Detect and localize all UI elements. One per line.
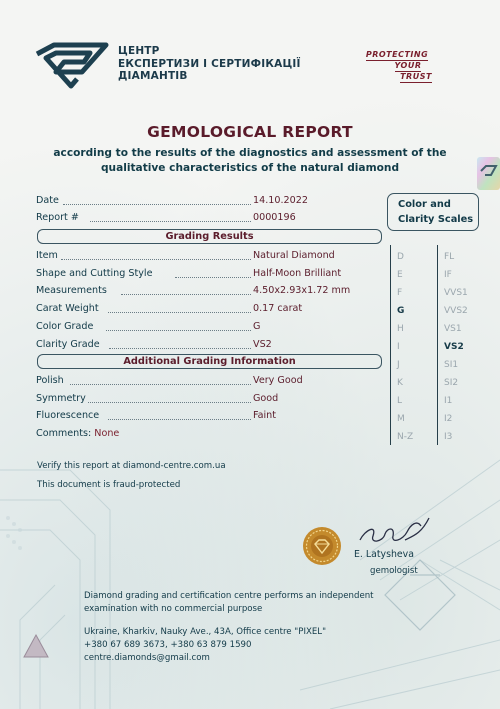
clarity-scale-grade-fl: FL <box>444 252 455 262</box>
hologram-sticker-icon <box>477 157 500 190</box>
shape-row <box>36 267 366 281</box>
clarity-scale-grade-i3: I3 <box>444 432 453 442</box>
dotted-leader <box>106 320 251 331</box>
color-scale-grade-i: I <box>397 342 400 352</box>
subtitle-line-1: according to the results of the diagnostics and assessment of the <box>53 147 447 159</box>
footer-email: centre.diamonds@gmail.com <box>84 653 210 663</box>
scales-heading-box <box>387 193 479 231</box>
comments-label: Comments: <box>36 428 92 439</box>
color-scale-grade-h: H <box>397 324 404 334</box>
triangle-decoration-icon <box>22 633 50 659</box>
color-scale-grade-g: G <box>397 306 405 316</box>
carat-label: Carat Weight <box>36 303 99 314</box>
dotted-leader <box>109 338 251 349</box>
organization-name <box>118 45 301 83</box>
measurements-value: 4.50x2.93x1.72 mm <box>253 285 351 296</box>
shape-value: Half-Moon Brilliant <box>253 268 342 279</box>
carat-row <box>36 302 366 316</box>
dotted-leader <box>108 409 251 420</box>
clarity-grade-value: VS2 <box>253 339 272 350</box>
color-scale-grade-l: L <box>397 396 403 406</box>
color-scale-grade-j: J <box>397 360 400 370</box>
dotted-leader <box>70 374 251 385</box>
footer-line-1: Diamond grading and certification centre performs an independent <box>84 591 374 601</box>
clarity-scale-grade-i1: I1 <box>444 396 453 406</box>
polish-row <box>36 374 366 388</box>
tagline-line-1: PROTECTING <box>365 50 429 59</box>
tagline-line-2: YOUR <box>394 61 422 70</box>
date-value: 14.10.2022 <box>253 195 308 206</box>
org-line-1: ЦЕНТР <box>118 45 160 57</box>
clarity-grade-row <box>36 338 366 352</box>
symmetry-value: Good <box>253 393 279 404</box>
clarity-scale-grade-vs1: VS1 <box>444 324 462 334</box>
grading-results-heading: Grading Results <box>37 229 382 244</box>
dotted-leader <box>88 392 251 403</box>
comments-value: None <box>94 428 120 439</box>
shape-label: Shape and Cutting Style <box>36 268 153 279</box>
comments-wrapper <box>36 427 119 441</box>
date-label: Date <box>36 195 59 206</box>
signatory-name: E. Latysheva <box>354 549 414 560</box>
color-scale-grade-n-z: N-Z <box>397 432 414 442</box>
footer-line-2: examination with no commercial purpose <box>84 604 263 614</box>
item-label: Item <box>36 250 58 261</box>
diamond-logo-icon <box>34 42 112 92</box>
fraud-protected-text: This document is fraud-protected <box>37 480 181 490</box>
footer-phones: +380 67 689 3673, +380 63 879 1590 <box>84 640 252 650</box>
scales-heading-line-2: Clarity Scales <box>398 214 474 225</box>
verify-text: Verify this report at diamond-centre.com.ua <box>37 461 226 471</box>
item-row <box>36 249 366 263</box>
footer-address: Ukraine, Kharkiv, Nauky Ave., 43A, Office centre "PIXEL" <box>84 627 327 637</box>
subtitle-line-2: qualitative characteristics of the natural diamond <box>100 162 400 174</box>
color-scale-grade-m: M <box>397 414 405 424</box>
color-grade-row <box>36 320 366 334</box>
gold-seal-icon <box>302 526 342 566</box>
polish-label: Polish <box>36 375 64 386</box>
fluorescence-label: Fluorescence <box>36 410 100 421</box>
color-scale-grade-k: K <box>397 378 403 388</box>
report-number-value: 0000196 <box>253 212 296 223</box>
clarity-scale-grade-vvs1: VVS1 <box>444 288 468 298</box>
report-title: GEMOLOGICAL REPORT <box>147 123 353 141</box>
item-value: Natural Diamond <box>253 250 335 261</box>
dotted-leader <box>61 249 251 260</box>
dotted-leader <box>63 194 251 205</box>
clarity-scale-divider <box>437 245 438 445</box>
org-line-3: ДІАМАНТІВ <box>118 70 188 82</box>
color-grade-label: Color Grade <box>36 321 94 332</box>
tagline-line-3: TRUST <box>400 72 432 81</box>
color-scale-grade-e: E <box>397 270 403 280</box>
dotted-leader <box>108 302 251 313</box>
signatory-role: gemologist <box>370 566 418 576</box>
fluorescence-row <box>36 409 366 423</box>
symmetry-label: Symmetry <box>36 393 86 404</box>
color-scale-grade-d: D <box>397 252 404 262</box>
report-number-label: Report # <box>36 212 79 223</box>
clarity-scale-grade-si2: SI2 <box>444 378 459 388</box>
additional-info-heading: Additional Grading Information <box>37 354 382 369</box>
clarity-scale-grade-si1: SI1 <box>444 360 459 370</box>
dotted-leader <box>90 211 251 222</box>
measurements-row <box>36 284 366 298</box>
comments-row <box>36 427 366 441</box>
symmetry-row <box>36 392 366 406</box>
tagline <box>352 50 442 83</box>
clarity-scale-grade-i2: I2 <box>444 414 453 424</box>
scales-heading-line-1: Color and <box>398 199 451 210</box>
clarity-scale-grade-if: IF <box>444 270 452 280</box>
color-scale-grade-f: F <box>397 288 403 298</box>
handwritten-signature-icon <box>355 512 435 552</box>
color-grade-value: G <box>253 321 261 332</box>
clarity-scale-grade-vs2: VS2 <box>444 342 464 352</box>
date-row <box>36 194 366 208</box>
clarity-scale-grade-vvs2: VVS2 <box>444 306 468 316</box>
color-scale-divider <box>390 245 391 445</box>
report-subtitle <box>20 146 480 176</box>
clarity-grade-label: Clarity Grade <box>36 339 100 350</box>
carat-value: 0.17 carat <box>253 303 303 314</box>
org-line-2: ЕКСПЕРТИЗИ І СЕРТИФІКАЦІЇ <box>118 57 301 70</box>
dotted-leader <box>121 284 251 295</box>
polish-value: Very Good <box>253 375 303 386</box>
fluorescence-value: Faint <box>253 410 277 421</box>
report-number-row <box>36 211 366 225</box>
measurements-label: Measurements <box>36 285 107 296</box>
dotted-leader <box>175 267 251 278</box>
